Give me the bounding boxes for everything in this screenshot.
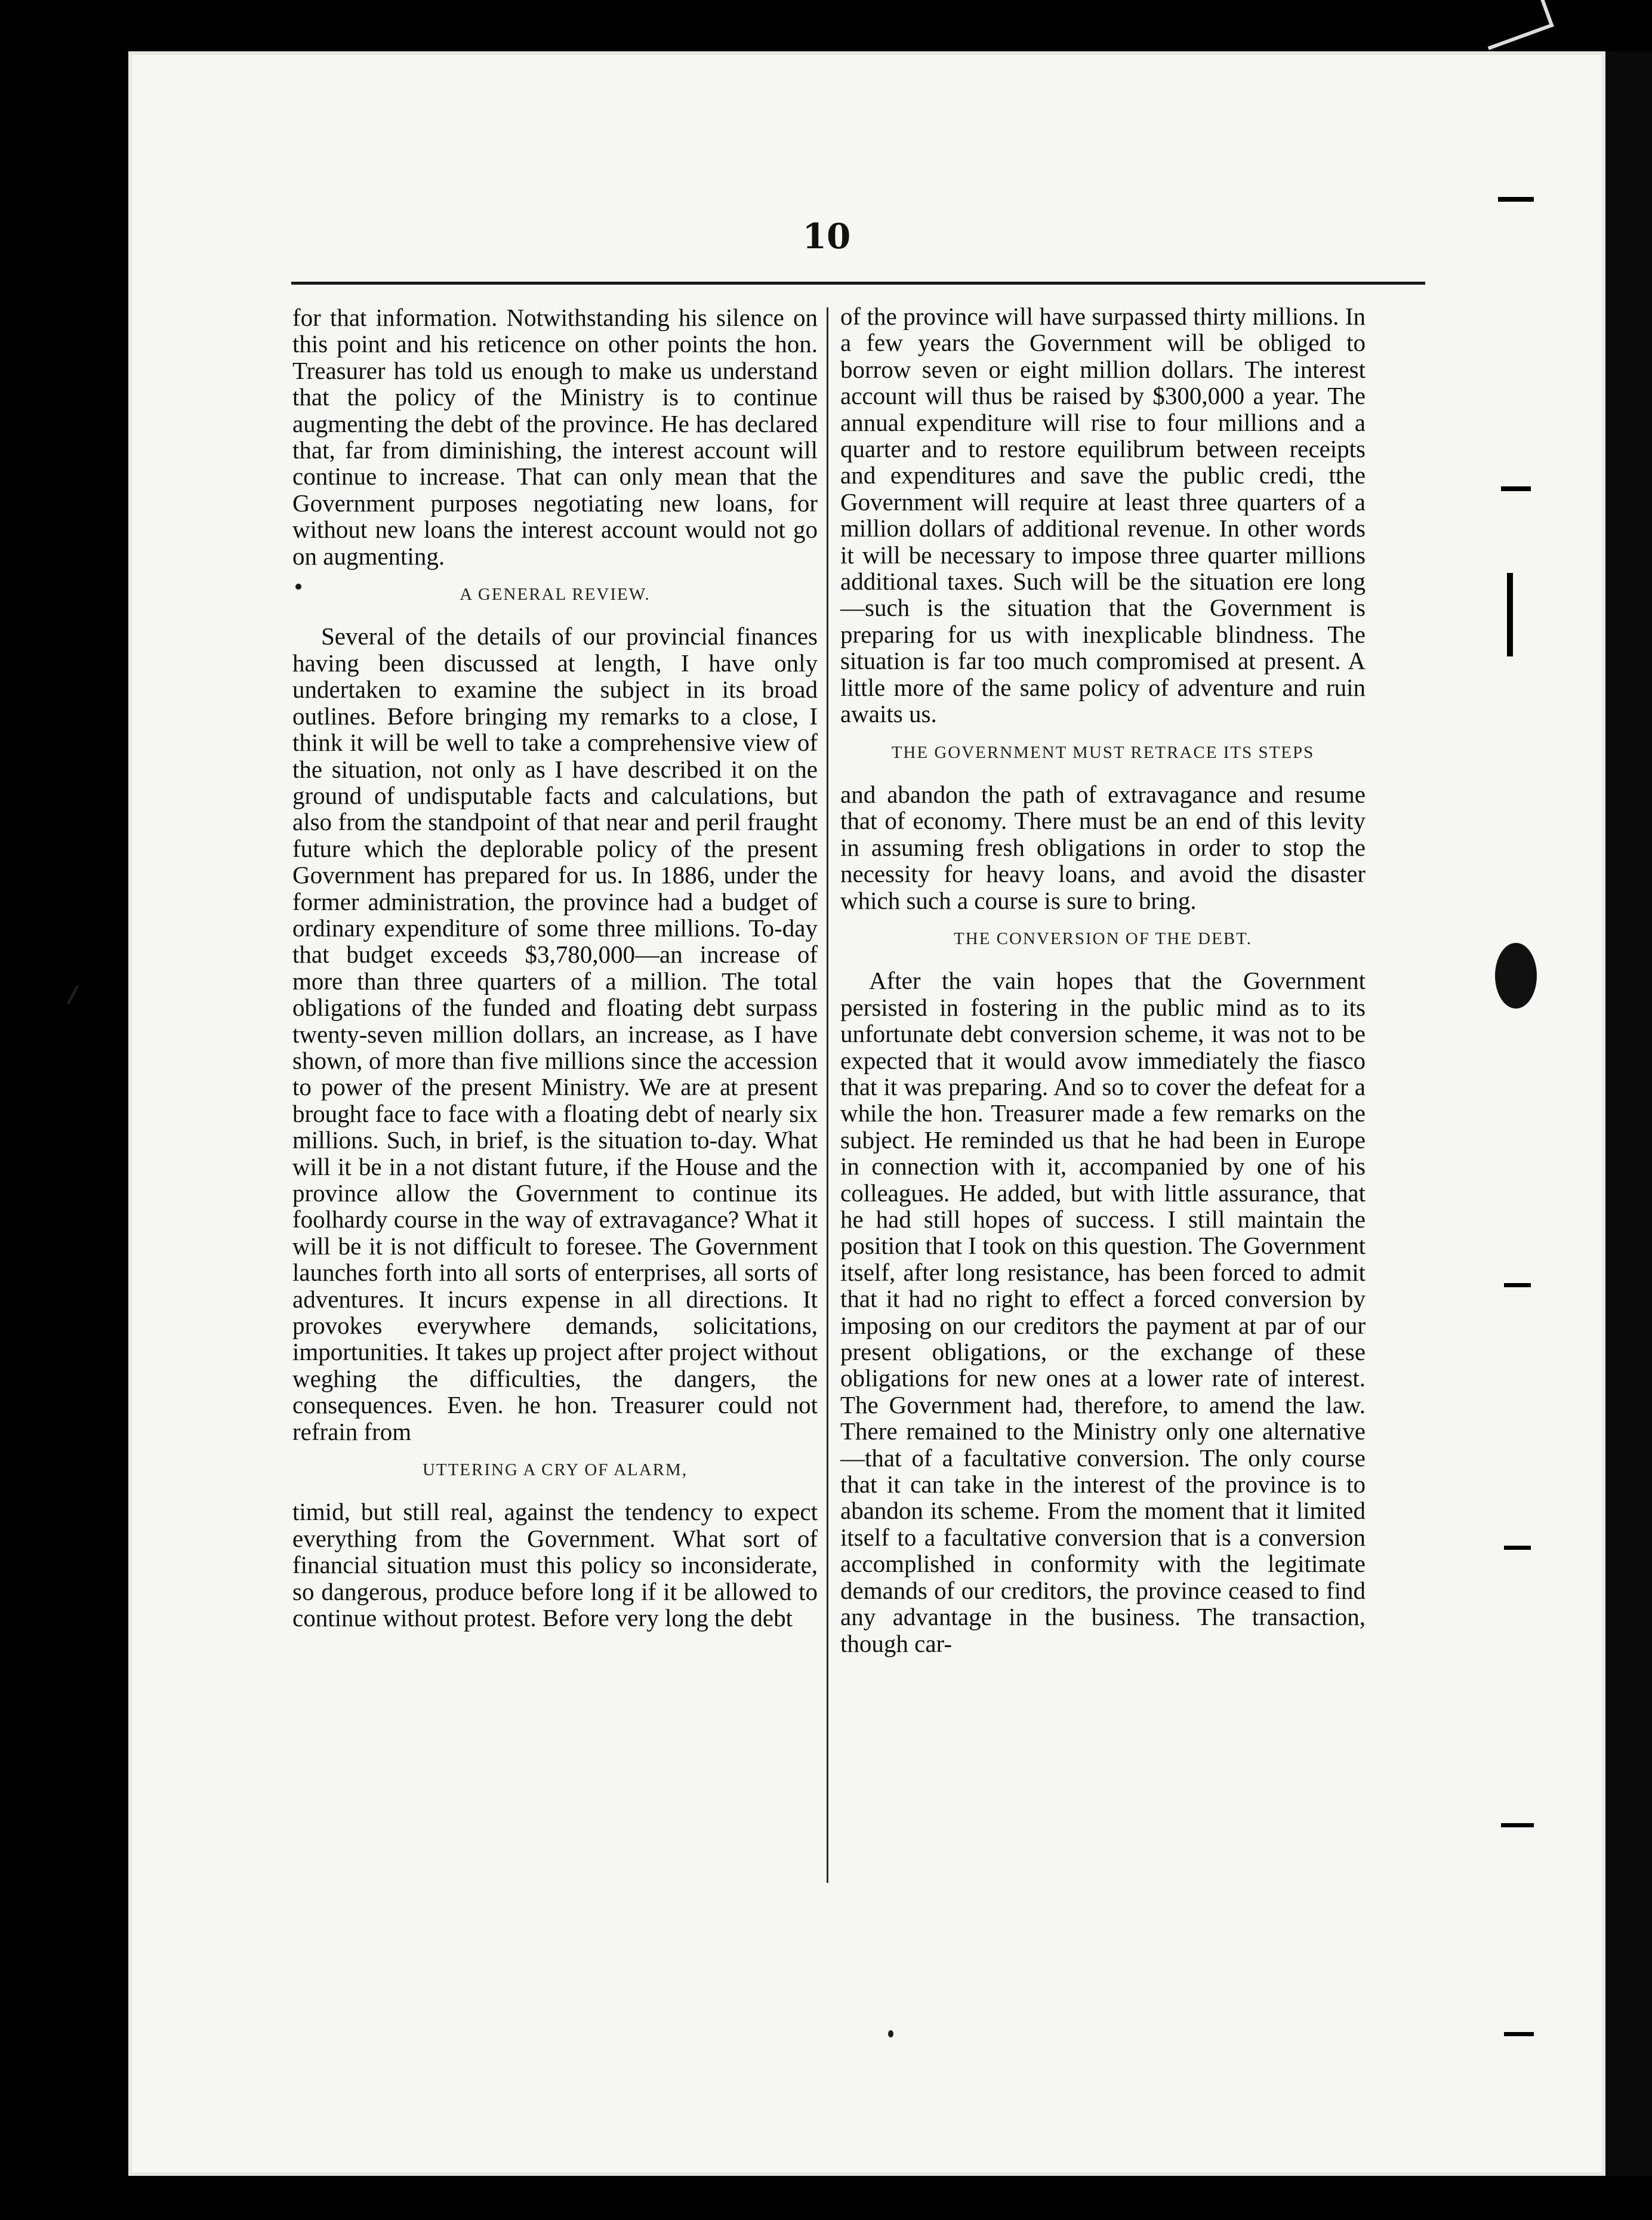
paragraph: for that information. Notwithstanding his silence on this point and his reticence on other points the hon. Treasurer has told us enough to make us understand that the policy of the Ministry is to continue augmenting the debt of the province. He has declared that, far from diminishing, the interest account will continue to increase. That can only mean that the Government purposes negotiating new loans, for without new loans the interest account would not go on augmenting. — [292, 304, 818, 570]
paragraph: and abandon the path of extravagance and resume that of economy. There must be an end of this levity in assuming fresh obligations in order to stop the necessity for heavy loans, and avoid the disaster which such a course is sure to bring. — [840, 780, 1366, 914]
right-column — [840, 303, 1366, 1659]
margin-pencil-mark — [67, 985, 78, 1004]
scan-mark-tick — [1504, 1546, 1531, 1550]
section-heading: THE GOVERNMENT MUST RETRACE ITS STEPS — [891, 742, 1315, 762]
scan-mark-tick — [1501, 1823, 1534, 1827]
scan-mark-tick — [1501, 486, 1531, 491]
paragraph: After the vain hopes that the Government persisted in fostering in the public mind as to its unfortunate debt conversion scheme, it was not to be expected that it would avow immediately the fiasco that it was preparing. And so to cover the defeat for a while the hon. Treasurer made a few remarks on the subject. He reminded us that he had been in Europe in connection with it, accompanied by one of his colleagues. He added, but with little assurance, that he had still hopes of success. I still maintain the position that I took on this question. The Government itself, after long resistance, has been forced to admit that it had no right to effect a forced conversion by imposing on our creditors the payment at par of our present obligations, or the exchange of these obligations for new ones at a lower rate of interest. The Government had, therefore, to amend the law. There remained to the Ministry only one alternative—that of a facultative conversion. The only course that it can take in the interest of the province is to abandon its scheme. From the moment that it limited itself to a facultative conversion that is a conversion accomplished in conformity with the legitimate demands of our creditors, the province ceased to find any advantage in the business. The transaction, though car- — [840, 967, 1366, 1657]
scan-mark-tick — [1504, 1283, 1531, 1287]
paragraph: of the province will have surpassed thirty millions. In a few years the Government will be obliged to borrow seven or eight million dollars. The interest account will thus be raised by $300,000 a year. The annual expenditure will rise to four millions and a quarter and to restore equilibrum between receipts and expenditures and save the public credi, tthe Government will require at least three quarters of a million dollars of additional revenue. In other words it will be necessary to impose three quarter millions additional taxes. Such will be the situation ere long—such is the situation that the Government is preparing for us with inexplicable blindness. The situation is far too much compromised at present. A little more of the same policy of adventure and ruin awaits us. — [840, 303, 1366, 728]
scan-mark-tick — [1504, 2032, 1534, 2036]
section-heading: THE CONVERSION OF THE DEBT. — [953, 929, 1252, 948]
paper-speck — [888, 2030, 893, 2037]
scan-edge — [1605, 51, 1652, 2176]
section-heading: UTTERING A CRY OF ALARM, — [422, 1460, 688, 1480]
section-heading: A GENERAL REVIEW. — [460, 585, 651, 605]
paragraph: Several of the details of our provincial finances having been discussed at length, I have only undertaken to examine the subject in its broad outlines. Before bringing my remarks to a close, I think it will be well to take a comprehensive view of the situation, not only as I have described it on the ground of undisputable facts and calculations, but also from the standpoint of that near and peril fraught future which the deplorable policy of the present Government has prepared for us. In 1886, under the former administration, the province had a budget of ordinary expenditure of some three millions. To-day that budget exceeds $3,780,000—an increase of more than three quarters of a million. The total obligations of the funded and floating debt surpass twenty-seven million dollars, an increase, as I have shown, of more than five millions since the accession to power of the present Ministry. We are at present brought face to face with a floating debt of nearly six millions. Such, in brief, is the situation to-day. What will it be in a not distant future, if the House and the province allow the Government to continue its foolhardy course in the way of extravagance? What it will be it is not difficult to foresee. The Government launches forth into all sorts of enterprises, all sorts of adventures. It incurs expense in all directions. It provokes everywhere demands, solicitations, importunities. It takes up project after project without weghing the difficulties, the dangers, the consequences. Even. he hon. Treasurer could not refrain from — [292, 622, 818, 1445]
scan-mark-bar — [1507, 573, 1513, 656]
paragraph: timid, but still real, against the tendency to expect everything from the Government. What sort of financial situation must this policy so inconsiderate, so dangerous, produce before long if it be allowed to continue without protest. Before very long the debt — [292, 1498, 818, 1632]
header-rule — [291, 282, 1425, 285]
page-number: 10 — [802, 216, 851, 257]
column-divider — [827, 307, 828, 1883]
ink-blot — [1495, 943, 1537, 1009]
scan-mark-tick — [1498, 197, 1534, 202]
left-column — [292, 304, 818, 1634]
scan-mark-top-right — [1475, 0, 1554, 50]
